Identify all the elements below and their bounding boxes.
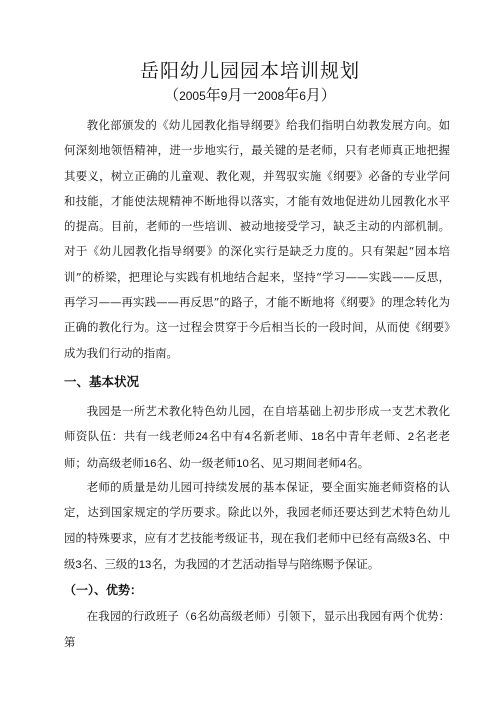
subtitle-end-month: 6 (299, 89, 306, 103)
staff-text-g: 名、见习期间老师 (248, 455, 340, 470)
staff-count-first-level: 10 (236, 457, 249, 470)
document-title: 岳阳幼儿园园本培训规划 (139, 60, 360, 82)
staff-text-c: 名新老师、 (250, 429, 311, 444)
leadership-paragraph (64, 604, 450, 656)
subtitle-month-char-1: 月一 (227, 86, 258, 104)
staff-text-h: 名。 (346, 455, 370, 470)
quality-count-intermediate: 3 (75, 558, 82, 571)
subtitle-end-year: 2008 (257, 89, 285, 103)
quality-count-advanced: 3 (409, 532, 416, 545)
staff-count-new: 4 (244, 431, 251, 444)
quality-text-c: 名、三级的 (81, 556, 139, 571)
document-subtitle (0, 84, 500, 105)
subtitle-start-month: 9 (220, 89, 228, 103)
staff-count-senior: 16 (143, 457, 157, 470)
leadership-text-b: 名幼高级老师）引领下，显示出我园有两个优势：第 (64, 609, 450, 650)
quality-text-b: 名、中级 (64, 530, 450, 571)
staff-count-old: 2 (407, 431, 415, 444)
section-heading-basic-situation: 一、基本状况 (64, 374, 140, 389)
staff-count-probation: 4 (339, 457, 347, 470)
staff-text-e: 名老老师；幼高级老师 (64, 429, 450, 470)
subtitle-year-char-1: 年 (205, 86, 221, 104)
staff-paragraph (64, 399, 450, 477)
leadership-count: 6 (190, 611, 197, 623)
staff-text-f: 名、幼一级老师 (156, 455, 237, 470)
staff-text-b: 名中有 (208, 429, 245, 444)
quality-count-level-three: 13 (138, 558, 152, 571)
intro-paragraph: 教化部颁发的《幼儿园教化指导纲要》给我们指明白幼教发展方向。如何深刻地领悟精神，进一步地实行，最关键的是老师，只有老师真正地把握其要义，树立正确的儿童观、教化观，并驾驭实施《纲要》必备的专业学问和技能，才能使法规精神不断地得以落实，才能有效地促进幼儿园教化水平的提高。目前，老师的一些培训、被动地接受学习，缺乏主动的内部机制。对于《幼儿园教化指导纲要》的深化实行是缺乏力度的。只有架起“园本培训”的桥梁，把理论与实践有机地结合起来，坚持“学习——实践——反思，再学习——再实践——再反思”的路子，才能不断地将《纲要》的理念转化为正确的教化行为。这一过程会贯穿于今后相当长的一段时间，从而使《纲要》成为我们行动的指南。 (64, 118, 450, 360)
quality-text-a: 老师的质量是幼儿园可持续发展的基本保证，要全面实施老师资格的认定，达到国家规定的学历要求。除此以外，我园老师还要达到艺术特色幼儿园的特殊要求，应有才艺技能考级证书，现在我们老师中已经有高级 (64, 480, 450, 545)
staff-text-d: 名中青年老师、 (323, 429, 408, 444)
staff-count-young: 18 (310, 431, 324, 444)
subtitle-open: （ (164, 86, 180, 104)
leadership-text-a: 在我园的行政班子（ (86, 609, 191, 623)
staff-count-total: 24 (195, 431, 209, 444)
staff-text-a: 我园是一所艺术教化特色幼儿园，在自培基础上初步形成一支艺术教化师资队伍：共有一线老师 (64, 404, 450, 444)
subtitle-start-year: 2005 (179, 89, 206, 103)
subsection-heading-advantages: （一）、优势： (64, 583, 143, 597)
quality-text-d: 名，为我园的才艺活动指导与陪练赐予保证。 (151, 556, 380, 571)
quality-paragraph (64, 475, 450, 578)
subtitle-year-char-2: 年 (284, 86, 300, 104)
subtitle-month-char-2: 月） (305, 86, 336, 104)
